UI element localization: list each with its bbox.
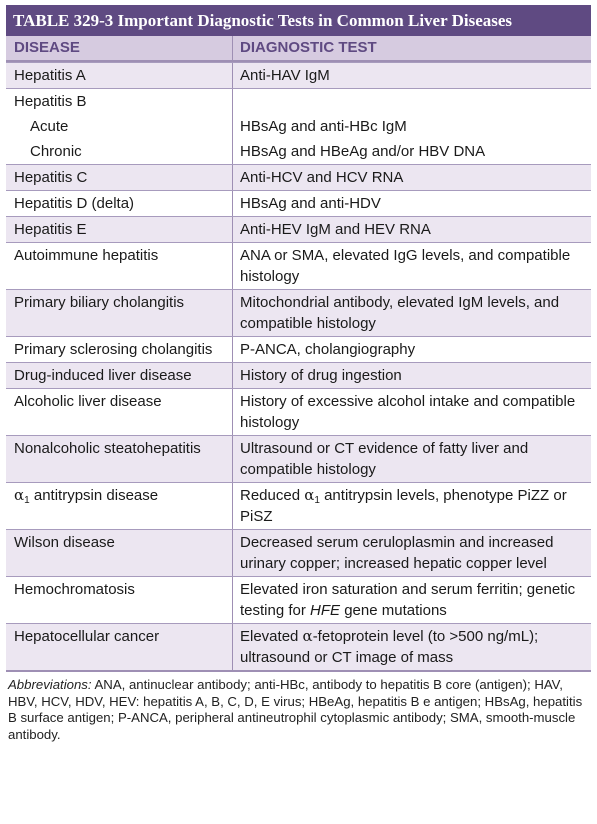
test-text-prefix: Elevated iron saturation and serum ferritin; genetic testing for bbox=[240, 581, 576, 619]
test-text-prefix: Elevated bbox=[240, 628, 303, 645]
disease-cell: Hepatitis B bbox=[14, 93, 87, 110]
test-cell bbox=[232, 89, 591, 114]
disease-cell: Hepatitis D (delta) bbox=[14, 195, 135, 212]
disease-cell: Hepatitis C bbox=[14, 169, 88, 186]
abbreviations-footnote bbox=[6, 672, 591, 743]
test-cell: Anti-HEV IgM and HEV RNA bbox=[232, 217, 591, 242]
test-cell: P-ANCA, cholangiography bbox=[232, 337, 591, 362]
test-cell: HBsAg and anti-HDV bbox=[232, 191, 591, 216]
table-row bbox=[6, 362, 591, 388]
test-cell: History of drug ingestion bbox=[232, 363, 591, 388]
table-row bbox=[6, 114, 591, 139]
test-cell: Decreased serum ceruloplasmin and increased urinary copper; increased hepatic copper level bbox=[232, 530, 591, 576]
test-cell bbox=[232, 483, 591, 529]
table-title: TABLE 329-3 Important Diagnostic Tests in Common Liver Diseases bbox=[6, 5, 591, 36]
table-row bbox=[6, 216, 591, 242]
disease-cell: Hepatocellular cancer bbox=[14, 628, 160, 645]
test-text-suffix: gene mutations bbox=[340, 602, 447, 619]
disease-cell: Primary sclerosing cholangitis bbox=[14, 341, 213, 358]
gene-name: HFE bbox=[310, 602, 341, 619]
table-header bbox=[6, 36, 591, 62]
table-row bbox=[6, 576, 591, 623]
footnote-label: Abbreviations: bbox=[8, 677, 92, 692]
test-cell: Mitochondrial antibody, elevated IgM levels, and compatible histology bbox=[232, 290, 591, 336]
disease-cell: Wilson disease bbox=[14, 534, 115, 551]
disease-text: antitrypsin disease bbox=[29, 487, 159, 504]
alpha-symbol: α bbox=[14, 486, 25, 504]
header-diagnostic-test: DIAGNOSTIC TEST bbox=[232, 36, 591, 60]
table-row bbox=[6, 435, 591, 482]
test-cell: Ultrasound or CT evidence of fatty liver and compatible histology bbox=[232, 436, 591, 482]
footnote-text: ANA, antinuclear antibody; anti-HBc, antibody to hepatitis B core (antigen); HAV, HBV, HCV, HDV, HEV: hepatitis A, B, C, D, E virus; HBeAg, hepatitis B e antigen; HBsAg, hepatitis B surface antigen; P-ANCA, peripheral antineutrophil cytoplasmic antibody; SMA, smooth-muscle antibody. bbox=[8, 677, 583, 742]
test-cell bbox=[232, 577, 591, 623]
test-cell: History of excessive alcohol intake and compatible histology bbox=[232, 389, 591, 435]
test-cell bbox=[232, 624, 591, 670]
liver-tests-table bbox=[6, 5, 591, 743]
disease-subcell: Acute bbox=[30, 118, 69, 135]
disease-cell: Drug-induced liver disease bbox=[14, 367, 192, 384]
test-text-suffix: -fetoprotein level (to >500 ng/mL); ultrasound or CT image of mass bbox=[240, 628, 539, 666]
disease-cell: Autoimmune hepatitis bbox=[14, 247, 159, 264]
test-cell: HBsAg and anti-HBc IgM bbox=[232, 114, 591, 139]
header-disease: DISEASE bbox=[14, 39, 80, 56]
disease-cell: Primary biliary cholangitis bbox=[14, 294, 185, 311]
table-row bbox=[6, 62, 591, 88]
test-text-prefix: Reduced bbox=[240, 487, 305, 504]
disease-cell: Hemochromatosis bbox=[14, 581, 135, 598]
table-row bbox=[6, 164, 591, 190]
test-cell: HBsAg and HBeAg and/or HBV DNA bbox=[232, 139, 591, 164]
disease-cell bbox=[6, 483, 232, 529]
table-row bbox=[6, 336, 591, 362]
subscript-1: 1 bbox=[314, 495, 320, 506]
disease-cell: Nonalcoholic steatohepatitis bbox=[14, 440, 201, 457]
alpha-symbol: α bbox=[302, 627, 313, 645]
alpha-symbol: α bbox=[304, 486, 315, 504]
test-text-suffix: antitrypsin levels, phenotype PiZZ or PiSZ bbox=[240, 487, 567, 525]
test-cell: ANA or SMA, elevated IgG levels, and compatible histology bbox=[232, 243, 591, 289]
table-row bbox=[6, 388, 591, 435]
table-row bbox=[6, 529, 591, 576]
disease-cell: Hepatitis E bbox=[14, 221, 87, 238]
test-cell: Anti-HCV and HCV RNA bbox=[232, 165, 591, 190]
table-row bbox=[6, 482, 591, 529]
subscript-1: 1 bbox=[24, 495, 30, 506]
table-row bbox=[6, 289, 591, 336]
table-row bbox=[6, 88, 591, 114]
table-row bbox=[6, 242, 591, 289]
disease-cell: Hepatitis A bbox=[14, 67, 86, 84]
test-cell: Anti-HAV IgM bbox=[232, 63, 591, 88]
table-row bbox=[6, 190, 591, 216]
disease-cell: Alcoholic liver disease bbox=[14, 393, 162, 410]
disease-subcell: Chronic bbox=[30, 143, 82, 160]
table-row bbox=[6, 623, 591, 670]
table-row bbox=[6, 139, 591, 164]
